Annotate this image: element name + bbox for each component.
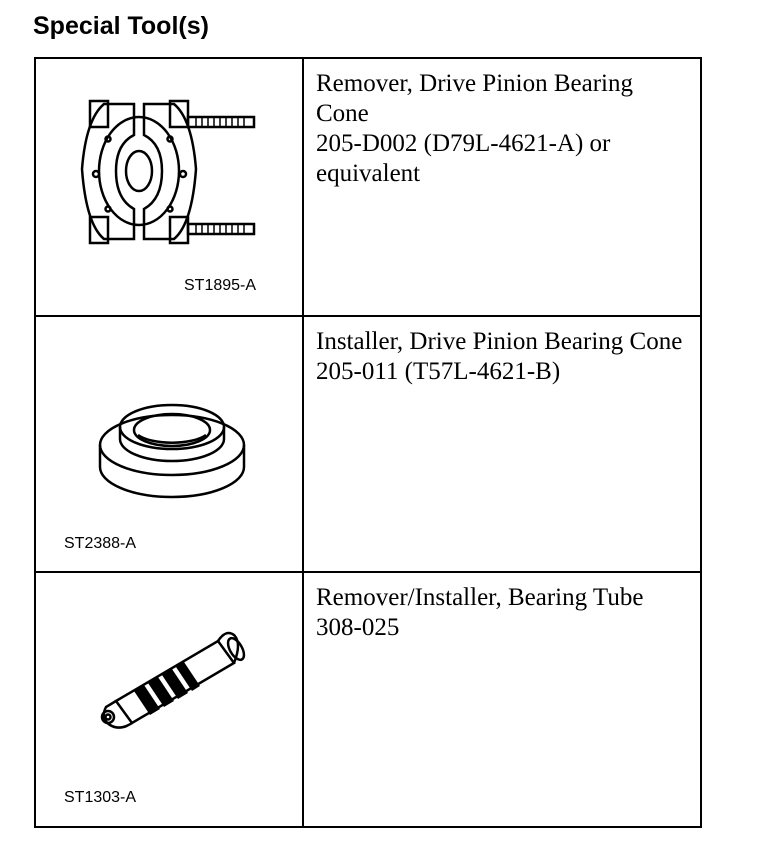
tool-code: ST1303-A xyxy=(64,789,137,806)
tool-part-number: 308-025 xyxy=(316,614,400,641)
tool-name: Installer, Drive Pinion Bearing Cone xyxy=(316,328,683,355)
special-tools-table xyxy=(34,57,702,828)
tool-illustration-cell xyxy=(36,59,304,315)
tool-illustration-cell xyxy=(36,317,304,571)
table-row xyxy=(36,573,700,826)
tool-part-number: 205-011 (T57L-4621-B) xyxy=(316,358,561,385)
tool-description xyxy=(304,317,700,571)
tool-code: ST2388-A xyxy=(64,535,137,552)
tool-part-number: 205-D002 (D79L-4621-A) or equivalent xyxy=(316,130,611,187)
table-row xyxy=(36,317,700,573)
tool-code: ST1895-A xyxy=(184,277,257,294)
tool-name: Remover, Drive Pinion Bearing Cone xyxy=(316,70,633,127)
tool-description xyxy=(304,573,700,826)
bearing-tube-tool-icon xyxy=(36,573,302,824)
tool-name: Remover/Installer, Bearing Tube xyxy=(316,584,644,611)
tool-description xyxy=(304,59,700,315)
bearing-puller-icon xyxy=(36,59,302,315)
tool-illustration-cell xyxy=(36,573,304,826)
page-title: Special Tool(s) xyxy=(33,12,209,40)
bearing-installer-ring-icon xyxy=(36,317,302,571)
table-row xyxy=(36,59,700,317)
